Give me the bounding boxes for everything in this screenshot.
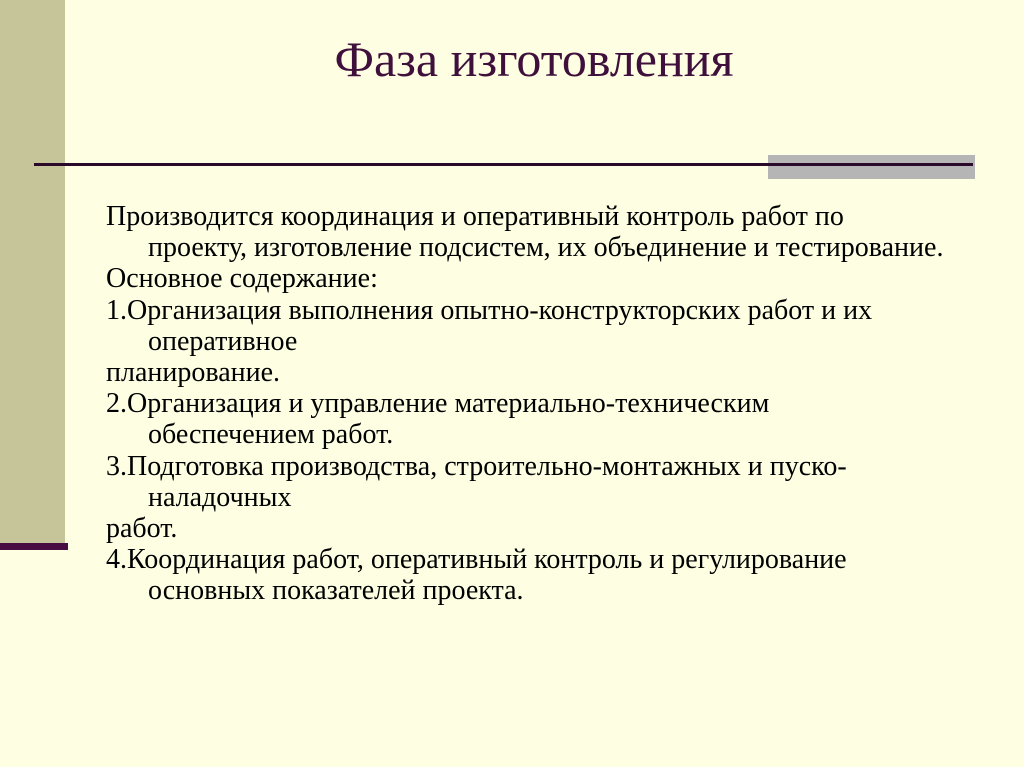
body-line: планирование.: [106, 357, 281, 389]
body-line: проекту, изготовление подсистем, их объединение и тестирование.: [148, 232, 944, 264]
left-accent-bar-footer: [0, 543, 68, 550]
title-rule-gray-block: [768, 155, 975, 179]
slide-body: [106, 201, 986, 607]
body-line: Производится координация и оперативный контроль работ по: [106, 201, 844, 232]
body-line: 4.Координация работ, оперативный контроль и регулирование: [106, 544, 847, 576]
body-line: работ.: [106, 513, 178, 545]
body-line: обеспечением работ.: [148, 419, 394, 451]
body-line: наладочных: [148, 481, 292, 513]
title-rule-line: [34, 163, 973, 166]
body-line: 3.Подготовка производства, строительно-монтажных и пуско-: [106, 450, 847, 482]
body-line: оперативное: [148, 325, 298, 357]
body-line: основных показателей проекта.: [148, 575, 524, 607]
slide-title: Фаза изготовления: [334, 31, 734, 87]
body-line: 2.Организация и управление материально-техническим: [106, 388, 770, 420]
body-line: Основное содержание:: [106, 263, 378, 295]
body-line: 1.Организация выполнения опытно-конструкторских работ и их: [106, 294, 873, 326]
